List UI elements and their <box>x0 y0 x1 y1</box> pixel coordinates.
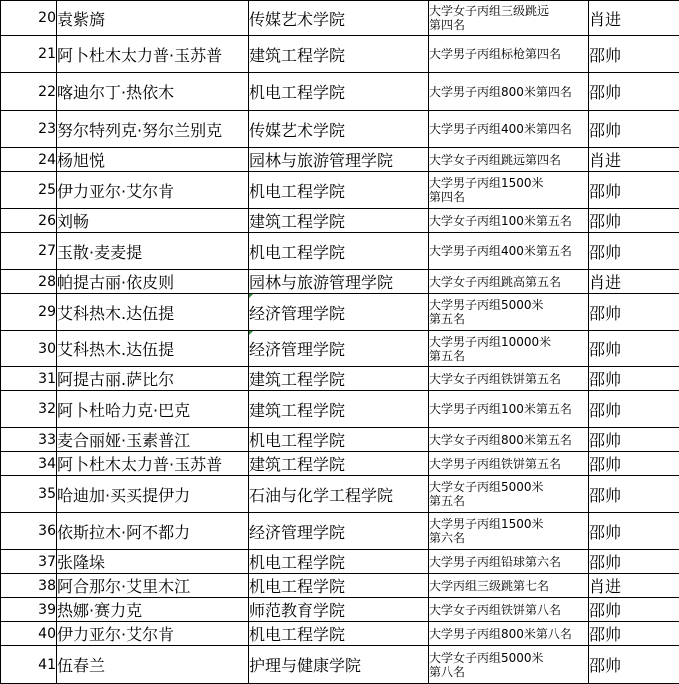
table-row <box>1 391 679 428</box>
student-name: 张隆垛 <box>57 550 249 574</box>
event-result <box>429 294 589 331</box>
table-row <box>1 270 679 294</box>
event-result <box>429 73 589 111</box>
row-number: 29 <box>1 294 57 331</box>
coach-name: 肖进 <box>589 574 679 598</box>
coach-name: 肖进 <box>589 270 679 294</box>
student-name: 玉散·麦麦提 <box>57 233 249 270</box>
event-result-line: 第八名 <box>429 665 588 679</box>
coach-name: 邵帅 <box>589 513 679 550</box>
event-result-line: 大学男子丙组400米第五名 <box>429 244 588 258</box>
student-name: 艾科热木.达伍提 <box>57 331 249 367</box>
college-name: 师范教育学院 <box>249 598 429 622</box>
table-row <box>1 550 679 574</box>
event-result-line: 大学女子丙组100米第五名 <box>429 214 588 228</box>
row-number: 39 <box>1 598 57 622</box>
student-name: 伍春兰 <box>57 646 249 684</box>
event-result <box>429 428 589 452</box>
event-result <box>429 513 589 550</box>
table-row <box>1 646 679 684</box>
event-result-line: 大学女子丙组5000米 <box>429 480 588 494</box>
student-name: 伊力亚尔·艾尔肯 <box>57 172 249 209</box>
college-name: 机电工程学院 <box>249 233 429 270</box>
college-name: 经济管理学院 <box>249 294 429 331</box>
event-result-line: 大学女子丙组跳远第四名 <box>429 153 588 167</box>
event-result-line: 大学男子丙组1500米 <box>429 517 588 531</box>
event-result-line: 大学女子丙组5000米 <box>429 651 588 665</box>
event-result-line: 大学男子丙组10000米 <box>429 335 588 349</box>
event-result-line: 大学男子丙组1500米 <box>429 176 588 190</box>
row-number: 26 <box>1 209 57 233</box>
college-name: 园林与旅游管理学院 <box>249 148 429 172</box>
event-result-line: 第六名 <box>429 531 588 545</box>
event-result-line: 第四名 <box>429 18 588 32</box>
row-number: 38 <box>1 574 57 598</box>
table-row <box>1 148 679 172</box>
table-row <box>1 513 679 550</box>
coach-name: 肖进 <box>589 148 679 172</box>
coach-name: 邵帅 <box>589 331 679 367</box>
student-name: 努尔特列克·努尔兰别克 <box>57 111 249 148</box>
coach-name: 肖进 <box>589 1 679 36</box>
event-result-line: 大学丙组三级跳第七名 <box>429 579 588 593</box>
student-name: 阿合那尔·艾里木江 <box>57 574 249 598</box>
college-name: 建筑工程学院 <box>249 452 429 476</box>
event-result <box>429 111 589 148</box>
coach-name: 邵帅 <box>589 428 679 452</box>
event-result <box>429 476 589 513</box>
event-result-line: 第五名 <box>429 312 588 326</box>
row-number: 31 <box>1 367 57 391</box>
college-name: 机电工程学院 <box>249 574 429 598</box>
college-name: 机电工程学院 <box>249 550 429 574</box>
coach-name: 邵帅 <box>589 233 679 270</box>
student-name: 阿卜杜木太力普·玉苏普 <box>57 36 249 73</box>
college-name: 传媒艺术学院 <box>249 1 429 36</box>
student-name: 刘畅 <box>57 209 249 233</box>
student-name: 杨旭悦 <box>57 148 249 172</box>
table-row <box>1 1 679 36</box>
college-name: 园林与旅游管理学院 <box>249 270 429 294</box>
college-name: 建筑工程学院 <box>249 391 429 428</box>
college-name: 建筑工程学院 <box>249 36 429 73</box>
row-number: 35 <box>1 476 57 513</box>
table-row <box>1 452 679 476</box>
table-row <box>1 367 679 391</box>
coach-name: 邵帅 <box>589 476 679 513</box>
event-result-line: 大学男子丙组铅球第六名 <box>429 555 588 569</box>
event-result <box>429 209 589 233</box>
row-number: 30 <box>1 331 57 367</box>
row-number: 40 <box>1 622 57 646</box>
college-name: 传媒艺术学院 <box>249 111 429 148</box>
coach-name: 邵帅 <box>589 391 679 428</box>
table-row <box>1 598 679 622</box>
table-row <box>1 574 679 598</box>
event-result-line: 大学女子丙组三级跳远 <box>429 4 588 18</box>
coach-name: 邵帅 <box>589 172 679 209</box>
coach-name: 邵帅 <box>589 622 679 646</box>
coach-name: 邵帅 <box>589 111 679 148</box>
college-name: 机电工程学院 <box>249 428 429 452</box>
event-result-line: 大学男子丙组400米第四名 <box>429 122 588 136</box>
event-result-line: 大学女子丙组跳高第五名 <box>429 275 588 289</box>
row-number: 20 <box>1 1 57 36</box>
college-name: 护理与健康学院 <box>249 646 429 684</box>
row-number: 27 <box>1 233 57 270</box>
table-row <box>1 331 679 367</box>
table-row <box>1 73 679 111</box>
event-result-line: 大学男子丙组铁饼第五名 <box>429 457 588 471</box>
event-result-line: 大学男子丙组800米第四名 <box>429 85 588 99</box>
coach-name: 邵帅 <box>589 73 679 111</box>
coach-name: 邵帅 <box>589 209 679 233</box>
row-number: 22 <box>1 73 57 111</box>
event-result <box>429 233 589 270</box>
student-name: 喀迪尔丁·热依木 <box>57 73 249 111</box>
table-row <box>1 172 679 209</box>
college-name: 机电工程学院 <box>249 73 429 111</box>
student-name: 伊力亚尔·艾尔肯 <box>57 622 249 646</box>
event-result-line: 第四名 <box>429 190 588 204</box>
student-name: 帕提古丽·依皮则 <box>57 270 249 294</box>
row-number: 41 <box>1 646 57 684</box>
coach-name: 邵帅 <box>589 452 679 476</box>
event-result <box>429 270 589 294</box>
event-result <box>429 367 589 391</box>
student-name: 袁紫旖 <box>57 1 249 36</box>
table-row <box>1 209 679 233</box>
table-row <box>1 294 679 331</box>
student-name: 哈迪加·买买提伊力 <box>57 476 249 513</box>
event-result-line: 大学男子丙组800米第八名 <box>429 627 588 641</box>
event-result <box>429 1 589 36</box>
coach-name: 邵帅 <box>589 36 679 73</box>
event-result-line: 大学女子丙组铁饼第五名 <box>429 372 588 386</box>
table-row <box>1 233 679 270</box>
student-name: 阿卜杜木太力普·玉苏普 <box>57 452 249 476</box>
table-row <box>1 476 679 513</box>
student-name: 依斯拉木·阿不都力 <box>57 513 249 550</box>
event-result-line: 第五名 <box>429 494 588 508</box>
table-row <box>1 111 679 148</box>
event-result <box>429 36 589 73</box>
event-result <box>429 574 589 598</box>
event-result <box>429 452 589 476</box>
row-number: 37 <box>1 550 57 574</box>
event-result-line: 大学女子丙组800米第五名 <box>429 433 588 447</box>
event-result-line: 大学男子丙组100米第五名 <box>429 402 588 416</box>
college-name: 石油与化学工程学院 <box>249 476 429 513</box>
college-name: 机电工程学院 <box>249 622 429 646</box>
table-row <box>1 428 679 452</box>
row-number: 32 <box>1 391 57 428</box>
college-name: 经济管理学院 <box>249 513 429 550</box>
student-name: 艾科热木.达伍提 <box>57 294 249 331</box>
college-name: 建筑工程学院 <box>249 209 429 233</box>
row-number: 36 <box>1 513 57 550</box>
row-number: 21 <box>1 36 57 73</box>
coach-name: 邵帅 <box>589 550 679 574</box>
event-result <box>429 331 589 367</box>
college-name: 机电工程学院 <box>249 172 429 209</box>
event-result <box>429 391 589 428</box>
table-body <box>1 1 679 684</box>
student-name: 麦合丽娅·玉素普江 <box>57 428 249 452</box>
event-result <box>429 646 589 684</box>
row-number: 23 <box>1 111 57 148</box>
event-result <box>429 550 589 574</box>
college-name: 建筑工程学院 <box>249 367 429 391</box>
row-number: 28 <box>1 270 57 294</box>
coach-name: 邵帅 <box>589 598 679 622</box>
table-row <box>1 622 679 646</box>
row-number: 25 <box>1 172 57 209</box>
row-number: 34 <box>1 452 57 476</box>
event-result-line: 第五名 <box>429 349 588 363</box>
coach-name: 邵帅 <box>589 646 679 684</box>
event-result <box>429 622 589 646</box>
row-number: 33 <box>1 428 57 452</box>
student-name: 热娜·赛力克 <box>57 598 249 622</box>
student-name: 阿卜杜哈力克·巴克 <box>57 391 249 428</box>
event-result-line: 大学男子丙组5000米 <box>429 298 588 312</box>
coach-name: 邵帅 <box>589 367 679 391</box>
event-result <box>429 148 589 172</box>
event-result <box>429 598 589 622</box>
college-name: 经济管理学院 <box>249 331 429 367</box>
event-result-line: 大学女子丙组铁饼第八名 <box>429 603 588 617</box>
coach-name: 邵帅 <box>589 294 679 331</box>
event-result-line: 大学男子丙组标枪第四名 <box>429 47 588 61</box>
student-name: 阿提古丽.萨比尔 <box>57 367 249 391</box>
row-number: 24 <box>1 148 57 172</box>
table-row <box>1 36 679 73</box>
event-result <box>429 172 589 209</box>
